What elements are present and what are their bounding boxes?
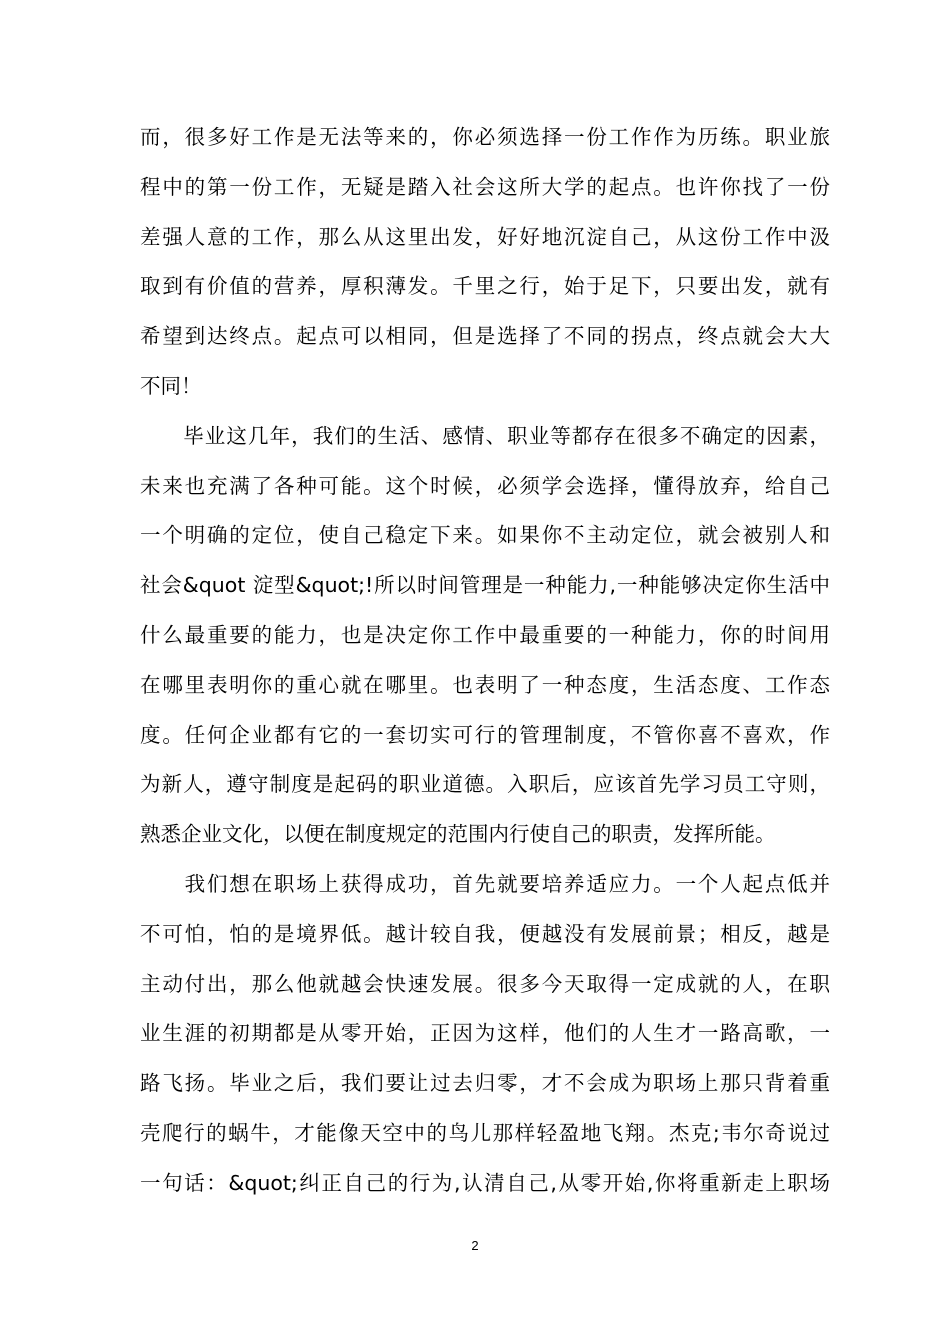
text-line: 不可怕，怕的是境界低。越计较自我，便越没有发展前景；相反，越是 (140, 921, 830, 946)
text-line: 熟悉企业文化，以便在制度规定的范围内行使自己的职责，发挥所能。 (140, 822, 776, 847)
text-line: 未来也充满了各种可能。这个时候，必须学会选择，懂得放弃，给自己 (140, 473, 830, 498)
text-line: 差强人意的工作，那么从这里出发，好好地沉淀自己，从这份工作中汲 (140, 224, 830, 249)
text-line: 壳爬行的蜗牛，才能像天空中的鸟儿那样轻盈地飞翔。杰克;韦尔奇说过 (140, 1120, 830, 1145)
text-line: 程中的第一份工作，无疑是踏入社会这所大学的起点。也许你找了一份 (140, 174, 830, 199)
text-line: 希望到达终点。起点可以相同，但是选择了不同的拐点，终点就会大大 (140, 324, 830, 349)
page-number: 2 (471, 1238, 479, 1253)
text-line: 路飞扬。毕业之后，我们要让过去归零，才不会成为职场上那只背着重 (140, 1071, 830, 1096)
text-line: 社会&quot 淀型&quot;!所以时间管理是一种能力,一种能够决定你生活中 (140, 573, 830, 598)
text-line: 毕业这几年，我们的生活、感情、职业等都存在很多不确定的因素， (140, 423, 830, 448)
text-line: 业生涯的初期都是从零开始，正因为这样，他们的人生才一路高歌，一 (140, 1021, 830, 1046)
text-line: 为新人，遵守制度是起码的职业道德。入职后，应该首先学习员工守则， (140, 772, 830, 797)
text-line: 度。任何企业都有它的一套切实可行的管理制度，不管你喜不喜欢，作 (140, 722, 830, 747)
text-line: 在哪里表明你的重心就在哪里。也表明了一种态度，生活态度、工作态 (140, 672, 830, 697)
text-line: 而，很多好工作是无法等来的，你必须选择一份工作作为历练。职业旅 (140, 125, 830, 149)
text-line: 取到有价值的营养，厚积薄发。千里之行，始于足下，只要出发，就有 (140, 274, 830, 299)
text-line: 什么最重要的能力，也是决定你工作中最重要的一种能力，你的时间用 (140, 622, 830, 647)
text-line: 主动付出，那么他就越会快速发展。很多今天取得一定成就的人，在职 (140, 971, 830, 996)
text-line: 不同！ (140, 373, 202, 398)
body-text (140, 113, 830, 1209)
text-line: 一个明确的定位，使自己稳定下来。如果你不主动定位，就会被别人和 (140, 523, 830, 548)
text-line: 我们想在职场上获得成功，首先就要培养适应力。一个人起点低并 (140, 871, 830, 896)
text-line: 一句话：&quot;纠正自己的行为,认清自己,从零开始,你将重新走上职场 (140, 1170, 830, 1195)
